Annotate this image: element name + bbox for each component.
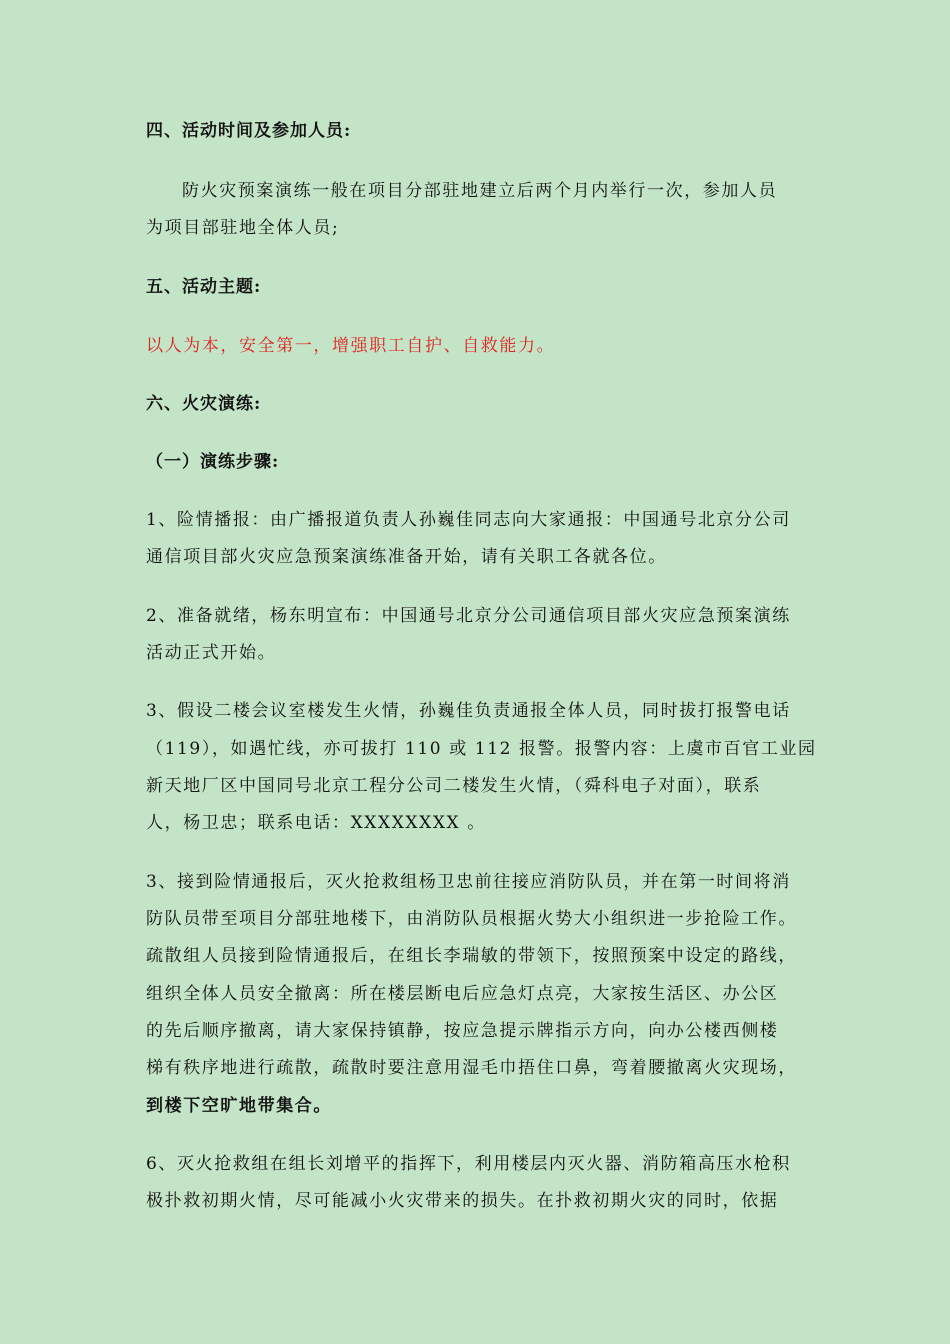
step-4-line: 到楼下空旷地带集合。 [146, 1096, 332, 1116]
step-2-line: 活动正式开始。 [146, 643, 277, 663]
step-4-line: 梯有秩序地进行疏散，疏散时要注意用湿毛巾捂住口鼻，弯着腰撤离火灾现场， [146, 1058, 797, 1078]
step-2-line: 2、准备就绪，杨东明宣布：中国通号北京分公司通信项目部火灾应急预案演练 [146, 606, 791, 626]
heading-section-6: 六、火灾演练: [146, 394, 262, 414]
step-4-line: 组织全体人员安全撤离：所在楼层断电后应急灯点亮，大家按生活区、办公区 [146, 984, 779, 1004]
paragraph-line: 为项目部驻地全体人员; [146, 218, 340, 238]
step-4-line: 3、接到险情通报后，灭火抢救组杨卫忠前往接应消防队员，并在第一时间将消 [146, 872, 791, 892]
step-1-line: 通信项目部火灾应急预案演练准备开始，请有关职工各就各位。 [146, 547, 667, 567]
heading-section-5: 五、活动主题: [146, 277, 262, 297]
step-3-line: 人，杨卫忠；联系电话：XXXXXXXX 。 [146, 813, 486, 833]
paragraph-line: 防火灾预案演练一般在项目分部驻地建立后两个月内举行一次，参加人员 [182, 181, 778, 201]
step-1-line: 1、险情播报：由广播报道负责人孙巍佳同志向大家通报：中国通号北京分公司 [146, 510, 791, 530]
step-3-line: 3、假设二楼会议室楼发生火情，孙巍佳负责通报全体人员，同时拔打报警电话 [146, 701, 791, 721]
step-6-line: 极扑救初期火情，尽可能减小火灾带来的损失。在扑救初期火灾的同时，依据 [146, 1191, 779, 1211]
subheading-drill-steps: （一）演练步骤: [146, 452, 280, 472]
step-4-line: 防队员带至项目分部驻地楼下，由消防队员根据火势大小组织进一步抢险工作。 [146, 909, 797, 929]
step-4-line: 疏散组人员接到险情通报后，在组长李瑞敏的带领下，按照预案中设定的路线， [146, 946, 797, 966]
step-3-line: 新天地厂区中国同号北京工程分公司二楼发生火情，（舜科电子对面），联系 [146, 776, 762, 796]
theme-text: 以人为本，安全第一，增强职工自护、自救能力。 [146, 336, 556, 356]
step-6-line: 6、灭火抢救组在组长刘增平的指挥下，利用楼层内灭火器、消防箱高压水枪积 [146, 1154, 791, 1174]
heading-section-4: 四、活动时间及参加人员: [146, 121, 352, 141]
step-4-line: 的先后顺序撤离，请大家保持镇静，按应急提示牌指示方向，向办公楼西侧楼 [146, 1021, 779, 1041]
step-3-line: （119），如遇忙线，亦可拔打 110 或 112 报警。报警内容：上虞市百官工业园 [146, 739, 817, 759]
